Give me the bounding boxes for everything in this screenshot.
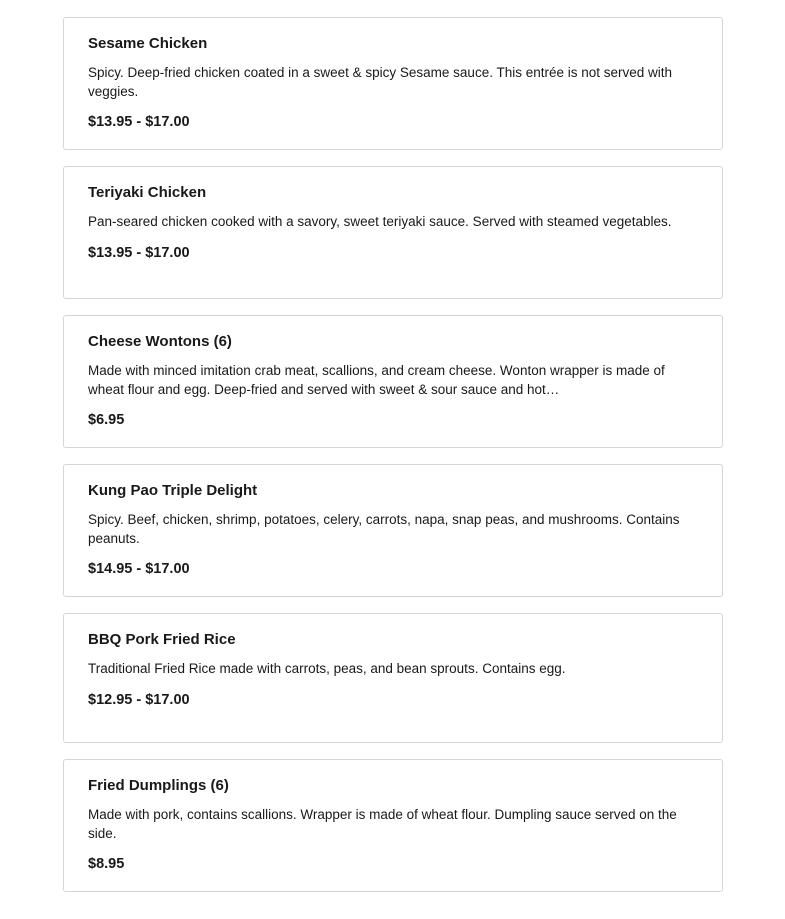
menu-item-price: $14.95 - $17.00 [88, 561, 190, 577]
menu-item-price: $8.95 [88, 856, 125, 872]
menu-item-description: Spicy. Deep-fried chicken coated in a sweet & spicy Sesame sauce. This entrée is not served with veggies. [88, 65, 673, 99]
menu-item-card[interactable] [63, 315, 723, 448]
menu-item-price: $13.95 - $17.00 [88, 114, 190, 130]
menu-item-card[interactable] [63, 613, 723, 743]
menu-item-price: $6.95 [88, 412, 125, 428]
menu-item-name: Sesame Chicken [88, 35, 208, 52]
menu-item-name: Kung Pao Triple Delight [88, 482, 258, 499]
menu-item-description: Made with minced imitation crab meat, scallions, and cream cheese. Wonton wrapper is made of wheat flour and egg. Deep-fried and served with sweet & sour sauce and hot… [88, 363, 665, 397]
menu-item-name: Cheese Wontons (6) [88, 333, 232, 350]
menu-item-description: Pan-seared chicken cooked with a savory, sweet teriyaki sauce. Served with steamed vegetables. [88, 214, 672, 229]
menu-item-card[interactable] [63, 17, 723, 150]
menu-item-price: $12.95 - $17.00 [88, 691, 190, 708]
menu-item-description: Spicy. Beef, chicken, shrimp, potatoes, celery, carrots, napa, snap peas, and mushrooms. Contains peanuts. [88, 512, 680, 546]
menu-item-name: Fried Dumplings (6) [88, 777, 229, 794]
menu-item-card[interactable] [63, 166, 723, 299]
menu-item-price: $13.95 - $17.00 [88, 244, 190, 261]
menu-item-card[interactable] [63, 464, 723, 597]
menu-item-description: Traditional Fried Rice made with carrots, peas, and bean sprouts. Contains egg. [88, 661, 566, 676]
menu-item-name: BBQ Pork Fried Rice [88, 631, 236, 648]
menu-item-name: Teriyaki Chicken [88, 184, 207, 201]
menu-item-list [63, 17, 723, 908]
menu-item-description: Made with pork, contains scallions. Wrapper is made of wheat flour. Dumpling sauce served on the side. [88, 807, 677, 841]
menu-item-card[interactable] [63, 759, 723, 892]
